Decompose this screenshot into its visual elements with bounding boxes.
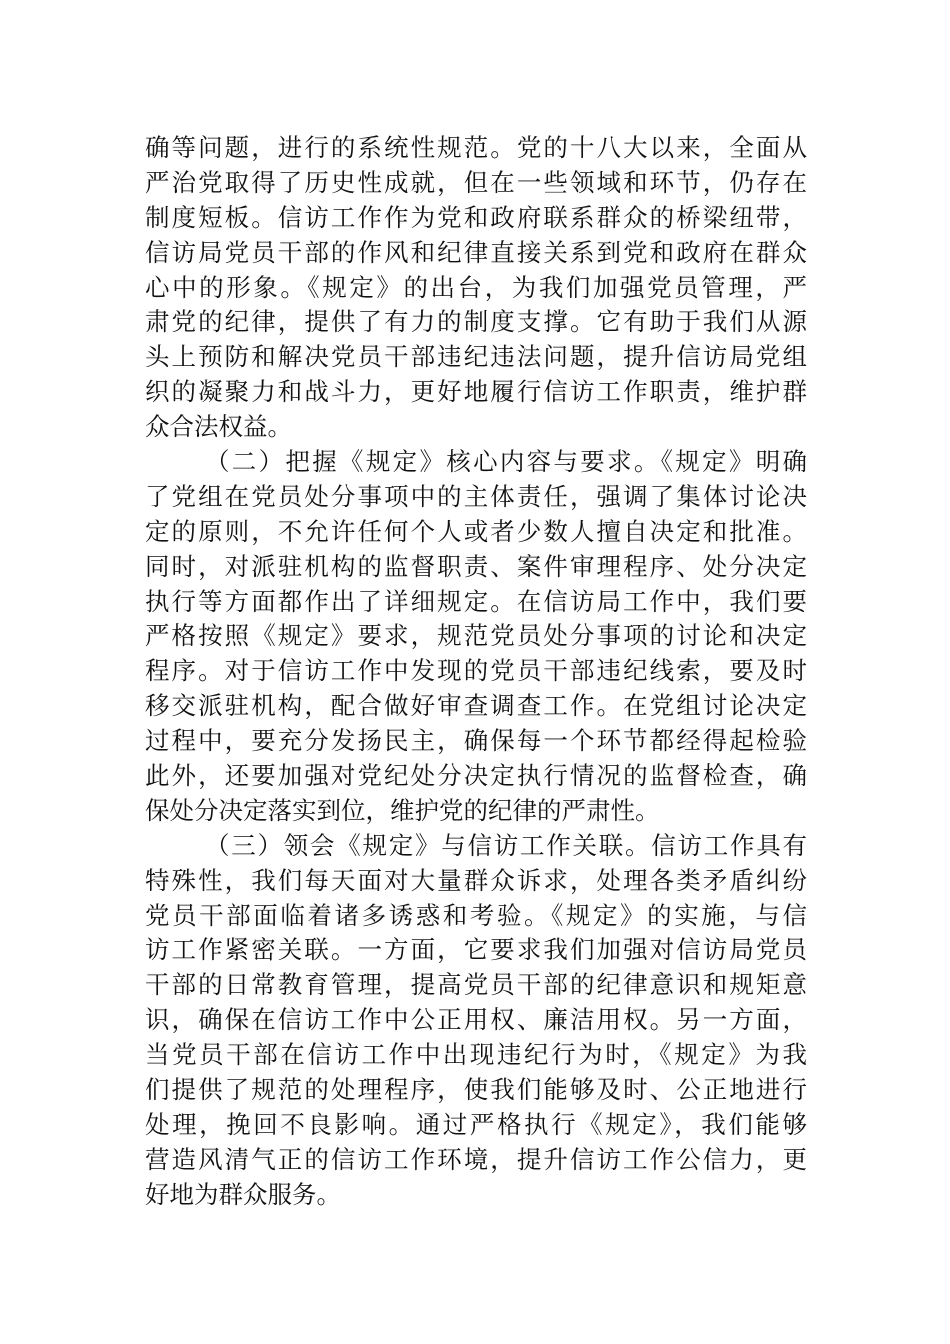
text-line: 了党组在党员处分事项中的主体责任，强调了集体讨论决 <box>145 481 807 511</box>
paragraph-3 <box>145 829 807 1213</box>
text-line: 党员干部面临着诸多诱惑和考验。《规定》的实施，与信 <box>145 900 807 930</box>
text-line: 保处分决定落实到位，维护党的纪律的严肃性。 <box>145 795 660 825</box>
text-line: 此外，还要加强对党纪处分决定执行情况的监督检查，确 <box>145 761 807 791</box>
text-line: 营造风清气正的信访工作环境，提升信访工作公信力，更 <box>145 1144 807 1174</box>
text-line: 好地为群众服务。 <box>145 1179 341 1209</box>
text-line: 信访局党员干部的作风和纪律直接关系到党和政府在群众 <box>145 237 807 267</box>
text-line: 确等问题，进行的系统性规范。党的十八大以来，全面从 <box>145 133 807 162</box>
section-heading-line: （二）把握《规定》核心内容与要求。《规定》明确 <box>205 447 807 477</box>
text-line: 访工作紧密关联。一方面，它要求我们加强对信访局党员 <box>145 935 807 965</box>
text-line: 干部的日常教育管理，提高党员干部的纪律意识和规矩意 <box>145 970 807 1000</box>
text-line: 过程中，要充分发扬民主，确保每一个环节都经得起检验 <box>145 726 807 756</box>
text-line: 严格按照《规定》要求，规范党员处分事项的讨论和决定 <box>145 621 807 651</box>
text-line: 同时，对派驻机构的监督职责、案件审理程序、处分决定 <box>145 551 807 581</box>
text-line: 肃党的纪律，提供了有力的制度支撑。它有助于我们从源 <box>145 307 807 337</box>
text-line: 心中的形象。《规定》的出台，为我们加强党员管理，严 <box>145 272 807 302</box>
text-line: 处理，挽回不良影响。通过严格执行《规定》，我们能够 <box>145 1109 807 1139</box>
text-line: 们提供了规范的处理程序，使我们能够及时、公正地进行 <box>145 1075 807 1105</box>
text-line: 定的原则，不允许任何个人或者少数人擅自决定和批准。 <box>145 516 807 546</box>
paragraph-2 <box>145 445 807 829</box>
text-line: 执行等方面都作出了详细规定。在信访局工作中，我们要 <box>145 586 807 616</box>
text-line: 识，确保在信访工作中公正用权、廉洁用权。另一方面， <box>145 1005 807 1035</box>
text-line: 头上预防和解决党员干部违纪违法问题，提升信访局党组 <box>145 342 807 372</box>
paragraph-1 <box>145 131 807 445</box>
text-line: 当党员干部在信访工作中出现违纪行为时，《规定》为我 <box>145 1040 807 1070</box>
text-line: 移交派驻机构，配合做好审查调查工作。在党组讨论决定 <box>145 691 807 721</box>
text-line: 特殊性，我们每天面对大量群众诉求，处理各类矛盾纠纷 <box>145 865 807 895</box>
text-line: 严治党取得了历史性成就，但在一些领域和环节，仍存在 <box>145 167 807 197</box>
section-heading-line: （三）领会《规定》与信访工作关联。信访工作具有 <box>205 830 807 860</box>
text-line: 众合法权益。 <box>145 412 292 442</box>
text-line: 程序。对于信访工作中发现的党员干部违纪线索，要及时 <box>145 656 807 686</box>
document-body <box>145 131 807 1213</box>
text-line: 织的凝聚力和战斗力，更好地履行信访工作职责，维护群 <box>145 377 807 407</box>
text-line: 制度短板。信访工作作为党和政府联系群众的桥梁纽带， <box>145 202 807 232</box>
